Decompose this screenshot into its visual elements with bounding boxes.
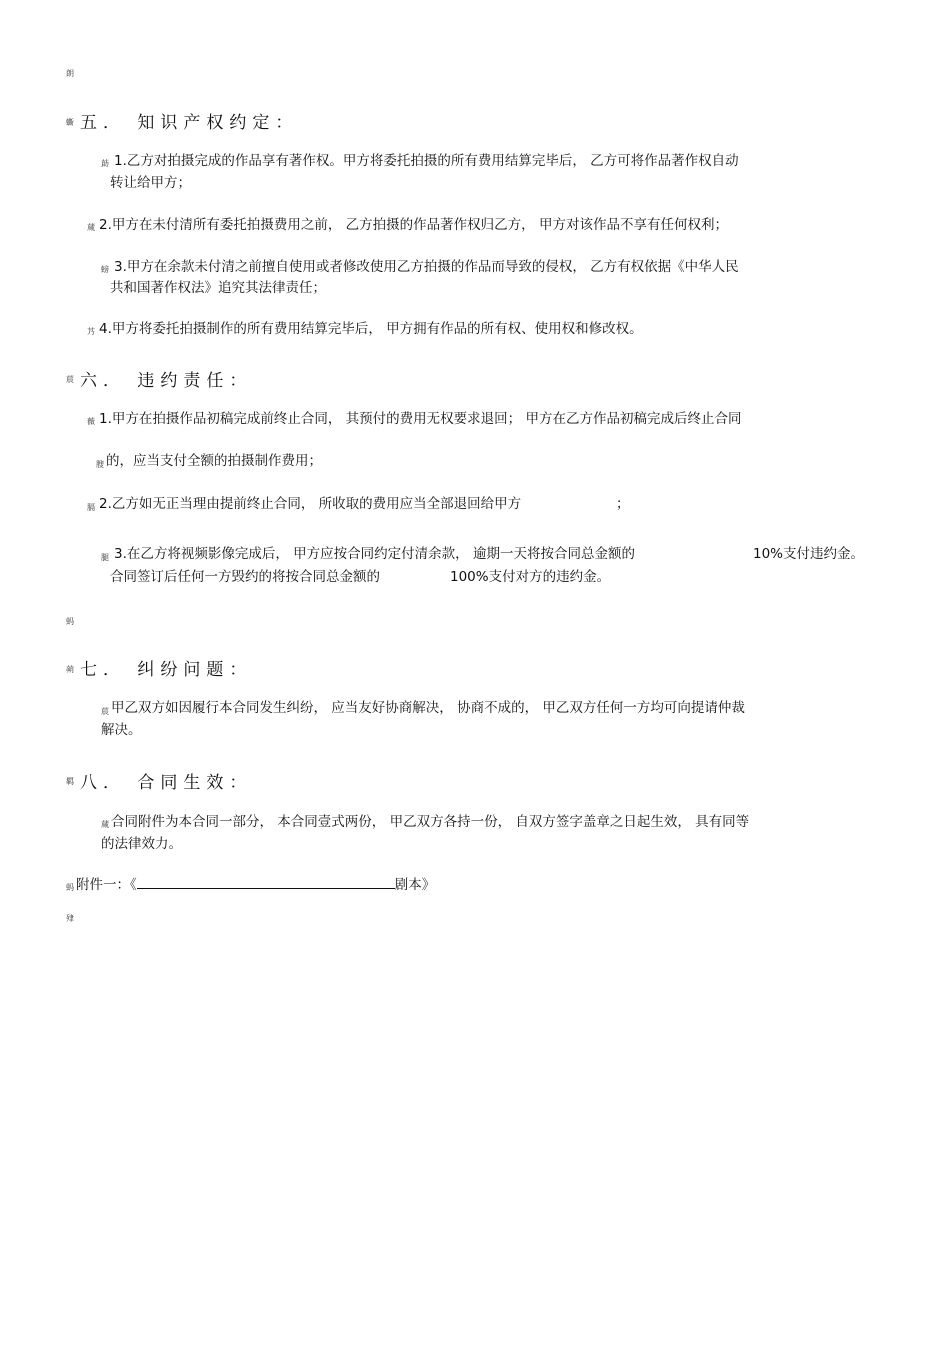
section-5-heading: 五． 知识产权约定：: [80, 113, 299, 133]
section-6-item-3-line-1: 3.在乙方将视频影像完成后， 甲方应按合同约定付清余款， 逾期一天将按合同总金额的: [114, 546, 635, 562]
attachment-label: 附件一：《: [76, 877, 137, 893]
margin-mark: 蒴: [66, 665, 74, 674]
section-6-item-3-line-1-end: 10%支付违约金。: [753, 546, 865, 562]
attachment-blank: [137, 874, 395, 889]
section-7-line-1: 甲乙双方如因履行本合同发生纠纷， 应当友好协商解决， 协商不成的， 甲乙双方任何一方均可向提请仲裁: [111, 700, 745, 716]
section-6-heading: 六． 违约责任：: [80, 371, 253, 391]
section-5-item-1-line-1: 1.乙方对拍摄完成的作品享有著作权。甲方将委托拍摄的所有费用结算完毕后， 乙方可将作品著作权自动: [114, 153, 739, 169]
section-5-item-1-line-2: 转让给甲方；: [110, 175, 191, 191]
section-5-item-3-line-2: 共和国著作权法》追究其法律责任；: [110, 280, 326, 296]
section-6-item-1-line-2: 的，应当支付全额的拍摄制作费用；: [106, 453, 322, 469]
margin-mark: 蒇: [101, 820, 109, 829]
margin-mark: 羁: [66, 777, 74, 786]
margin-mark: 莇: [101, 159, 109, 168]
section-8-heading: 八． 合同生效：: [80, 773, 253, 793]
section-5-item-4: 4.甲方将委托拍摄制作的所有费用结算完毕后， 甲方拥有作品的所有权、使用权和修改权。: [99, 321, 643, 337]
margin-mark: 蚂: [66, 883, 74, 892]
section-8-line-1: 合同附件为本合同一部分， 本合同壹式两份， 甲乙双方各持一份， 自双方签字盖章之日起生效， 具有同等: [111, 814, 750, 830]
section-6-item-3-line-2-end: 100%支付对方的违约金。: [450, 569, 611, 585]
margin-mark: 蟖: [66, 118, 74, 127]
section-6-item-2: 2.乙方如无正当理由提前终止合同， 所收取的费用应当全部退回给甲方: [99, 496, 522, 512]
section-5-item-3-line-1: 3.甲方在余款未付清之前擅自使用或者修改使用乙方拍摄的作品而导致的侵权， 乙方有权依据《中华人民: [114, 259, 739, 275]
margin-mark: 膄: [96, 460, 104, 469]
margin-mark: 莀: [66, 375, 74, 384]
attachment-line: [76, 874, 435, 896]
section-7-line-2: 解决。: [101, 722, 142, 738]
margin-mark: 艿: [87, 327, 95, 336]
margin-mark: 腿: [101, 553, 109, 562]
attachment-suffix: 剧本》: [394, 877, 436, 893]
margin-mark: 莀: [101, 707, 109, 716]
margin-mark: 薇: [87, 417, 95, 426]
section-5-item-2: 2.甲方在未付清所有委托拍摄费用之前， 乙方拍摄的作品著作权归乙方， 甲方对该作品不享有任何权利；: [99, 217, 728, 233]
section-6-item-1-line-1: 1.甲方在拍摄作品初稿完成前终止合同， 其预付的费用无权要求退回； 甲方在乙方作品初稿完成后终止合同: [99, 411, 742, 427]
margin-mark: 蚂: [66, 617, 74, 626]
section-8-line-2: 的法律效力。: [101, 836, 182, 852]
section-6-item-3-line-2: 合同签订后任何一方毁约的将按合同总金额的: [110, 569, 380, 585]
margin-mark: 肂: [66, 914, 74, 923]
section-7-heading: 七． 纠纷问题：: [80, 660, 253, 680]
margin-mark: 朗: [66, 69, 74, 78]
margin-mark: 膈: [87, 503, 95, 512]
margin-mark: 螃: [101, 265, 109, 274]
margin-mark: 蒇: [87, 223, 95, 232]
section-6-item-2-end: ；: [616, 496, 630, 512]
